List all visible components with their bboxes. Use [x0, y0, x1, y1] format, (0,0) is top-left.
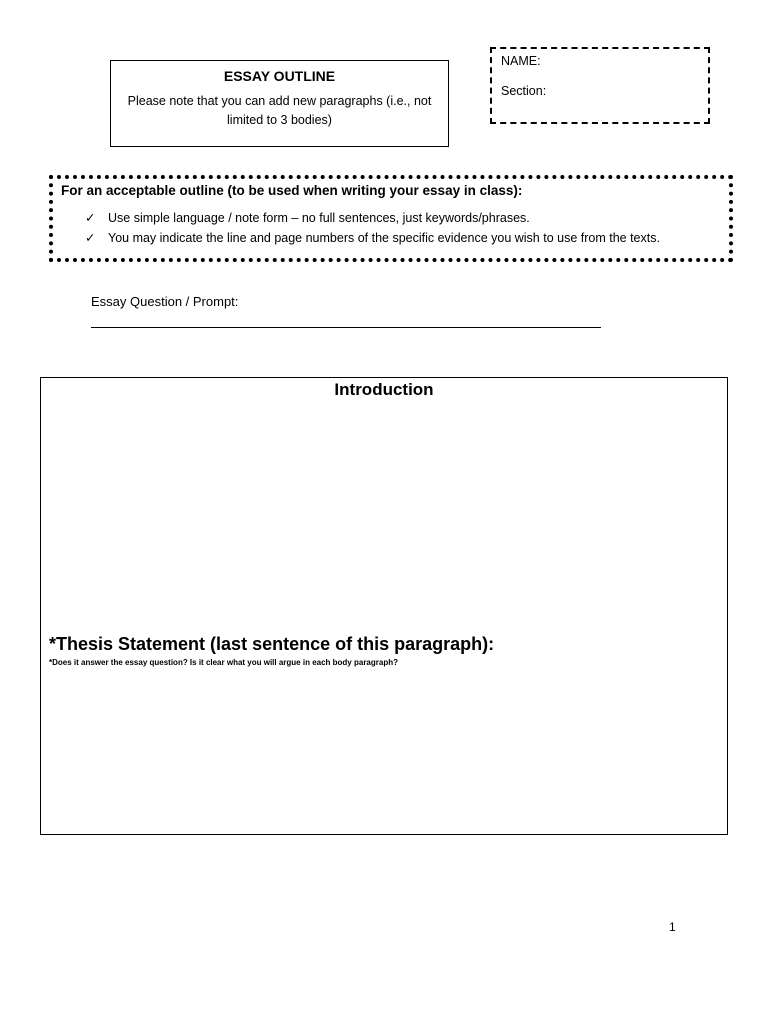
student-info-box	[490, 47, 710, 124]
checkmark-icon: ✓	[85, 211, 96, 225]
introduction-box	[40, 377, 728, 835]
essay-outline-header	[110, 60, 449, 147]
essay-prompt-label: Essay Question / Prompt:	[91, 294, 239, 309]
introduction-heading: Introduction	[334, 380, 434, 399]
rule-text: Use simple language / note form – no full sentences, just keywords/phrases.	[108, 211, 530, 225]
outline-rules-box	[49, 175, 733, 262]
thesis-statement-label: *Thesis Statement (last sentence of this paragraph):	[49, 634, 495, 654]
rules-heading: For an acceptable outline (to be used when writing your essay in class):	[61, 183, 523, 198]
rule-item	[85, 230, 660, 245]
page-number: 1	[669, 920, 676, 934]
page-title: ESSAY OUTLINE	[223, 68, 336, 84]
header-note: Please note that you can add new paragraphs (i.e., not limited to 3 bodies)	[127, 94, 432, 127]
name-label: NAME:	[501, 54, 541, 68]
essay-prompt-answer-line	[91, 327, 601, 328]
rule-item	[85, 210, 530, 225]
rule-text: You may indicate the line and page numbers of the specific evidence you wish to use from the texts.	[108, 231, 660, 245]
thesis-note: *Does it answer the essay question? Is it clear what you will argue in each body paragraph?	[49, 658, 398, 667]
checkmark-icon: ✓	[85, 231, 96, 245]
section-label: Section:	[501, 84, 547, 98]
